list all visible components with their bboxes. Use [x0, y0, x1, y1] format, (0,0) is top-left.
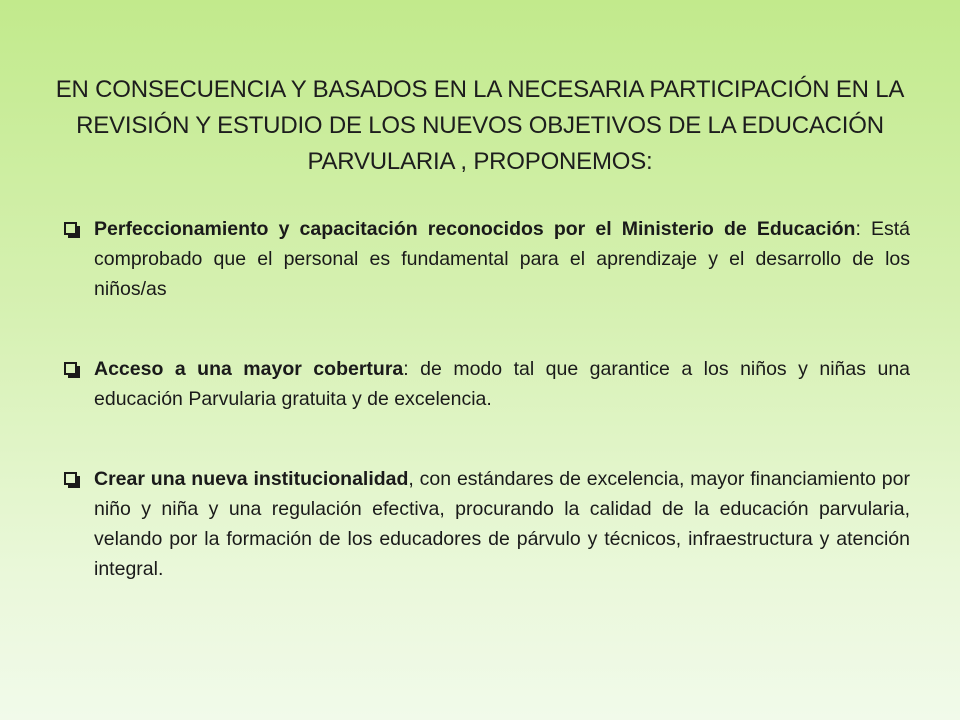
- slide-title: EN CONSECUENCIA Y BASADOS EN LA NECESARIA PARTICIPACIÓN EN LA REVISIÓN Y ESTUDIO DE LOS NUEVOS OBJETIVOS DE LA EDUCACIÓN PARVULARIA , PROPONEMOS:: [55, 76, 905, 175]
- bullet-text: : Está comprobado que el personal es fundamental para el aprendizaje y el desarrollo de los niños/as: [94, 218, 910, 300]
- bullet-item-institucionalidad: [62, 464, 910, 584]
- bullet-text: : de modo tal que garantice a los niños y niñas una educación Parvularia gratuita y de excelencia.: [94, 358, 911, 410]
- bullet-list: [62, 214, 910, 584]
- checkbox-bullet-icon: [64, 222, 77, 235]
- checkbox-bullet-icon: [64, 362, 77, 375]
- bullet-lead: Perfeccionamiento y capacitación reconocidos por el Ministerio de Educación: [94, 218, 856, 240]
- checkbox-bullet-icon: [64, 472, 77, 485]
- bullet-item-cobertura: [62, 354, 910, 414]
- bullet-text: , con estándares de excelencia, mayor financiamiento por niño y niña y una regulación efectiva, procurando la calidad de la educación parvularia, velando por la formación de los educadores de párvulo y técnicos, infraestructura y atención integral.: [94, 468, 910, 580]
- bullet-item-capacitacion: [62, 214, 910, 304]
- bullet-lead: Acceso a una mayor cobertura: [94, 358, 404, 380]
- bullet-lead: Crear una nueva institucionalidad: [94, 468, 409, 490]
